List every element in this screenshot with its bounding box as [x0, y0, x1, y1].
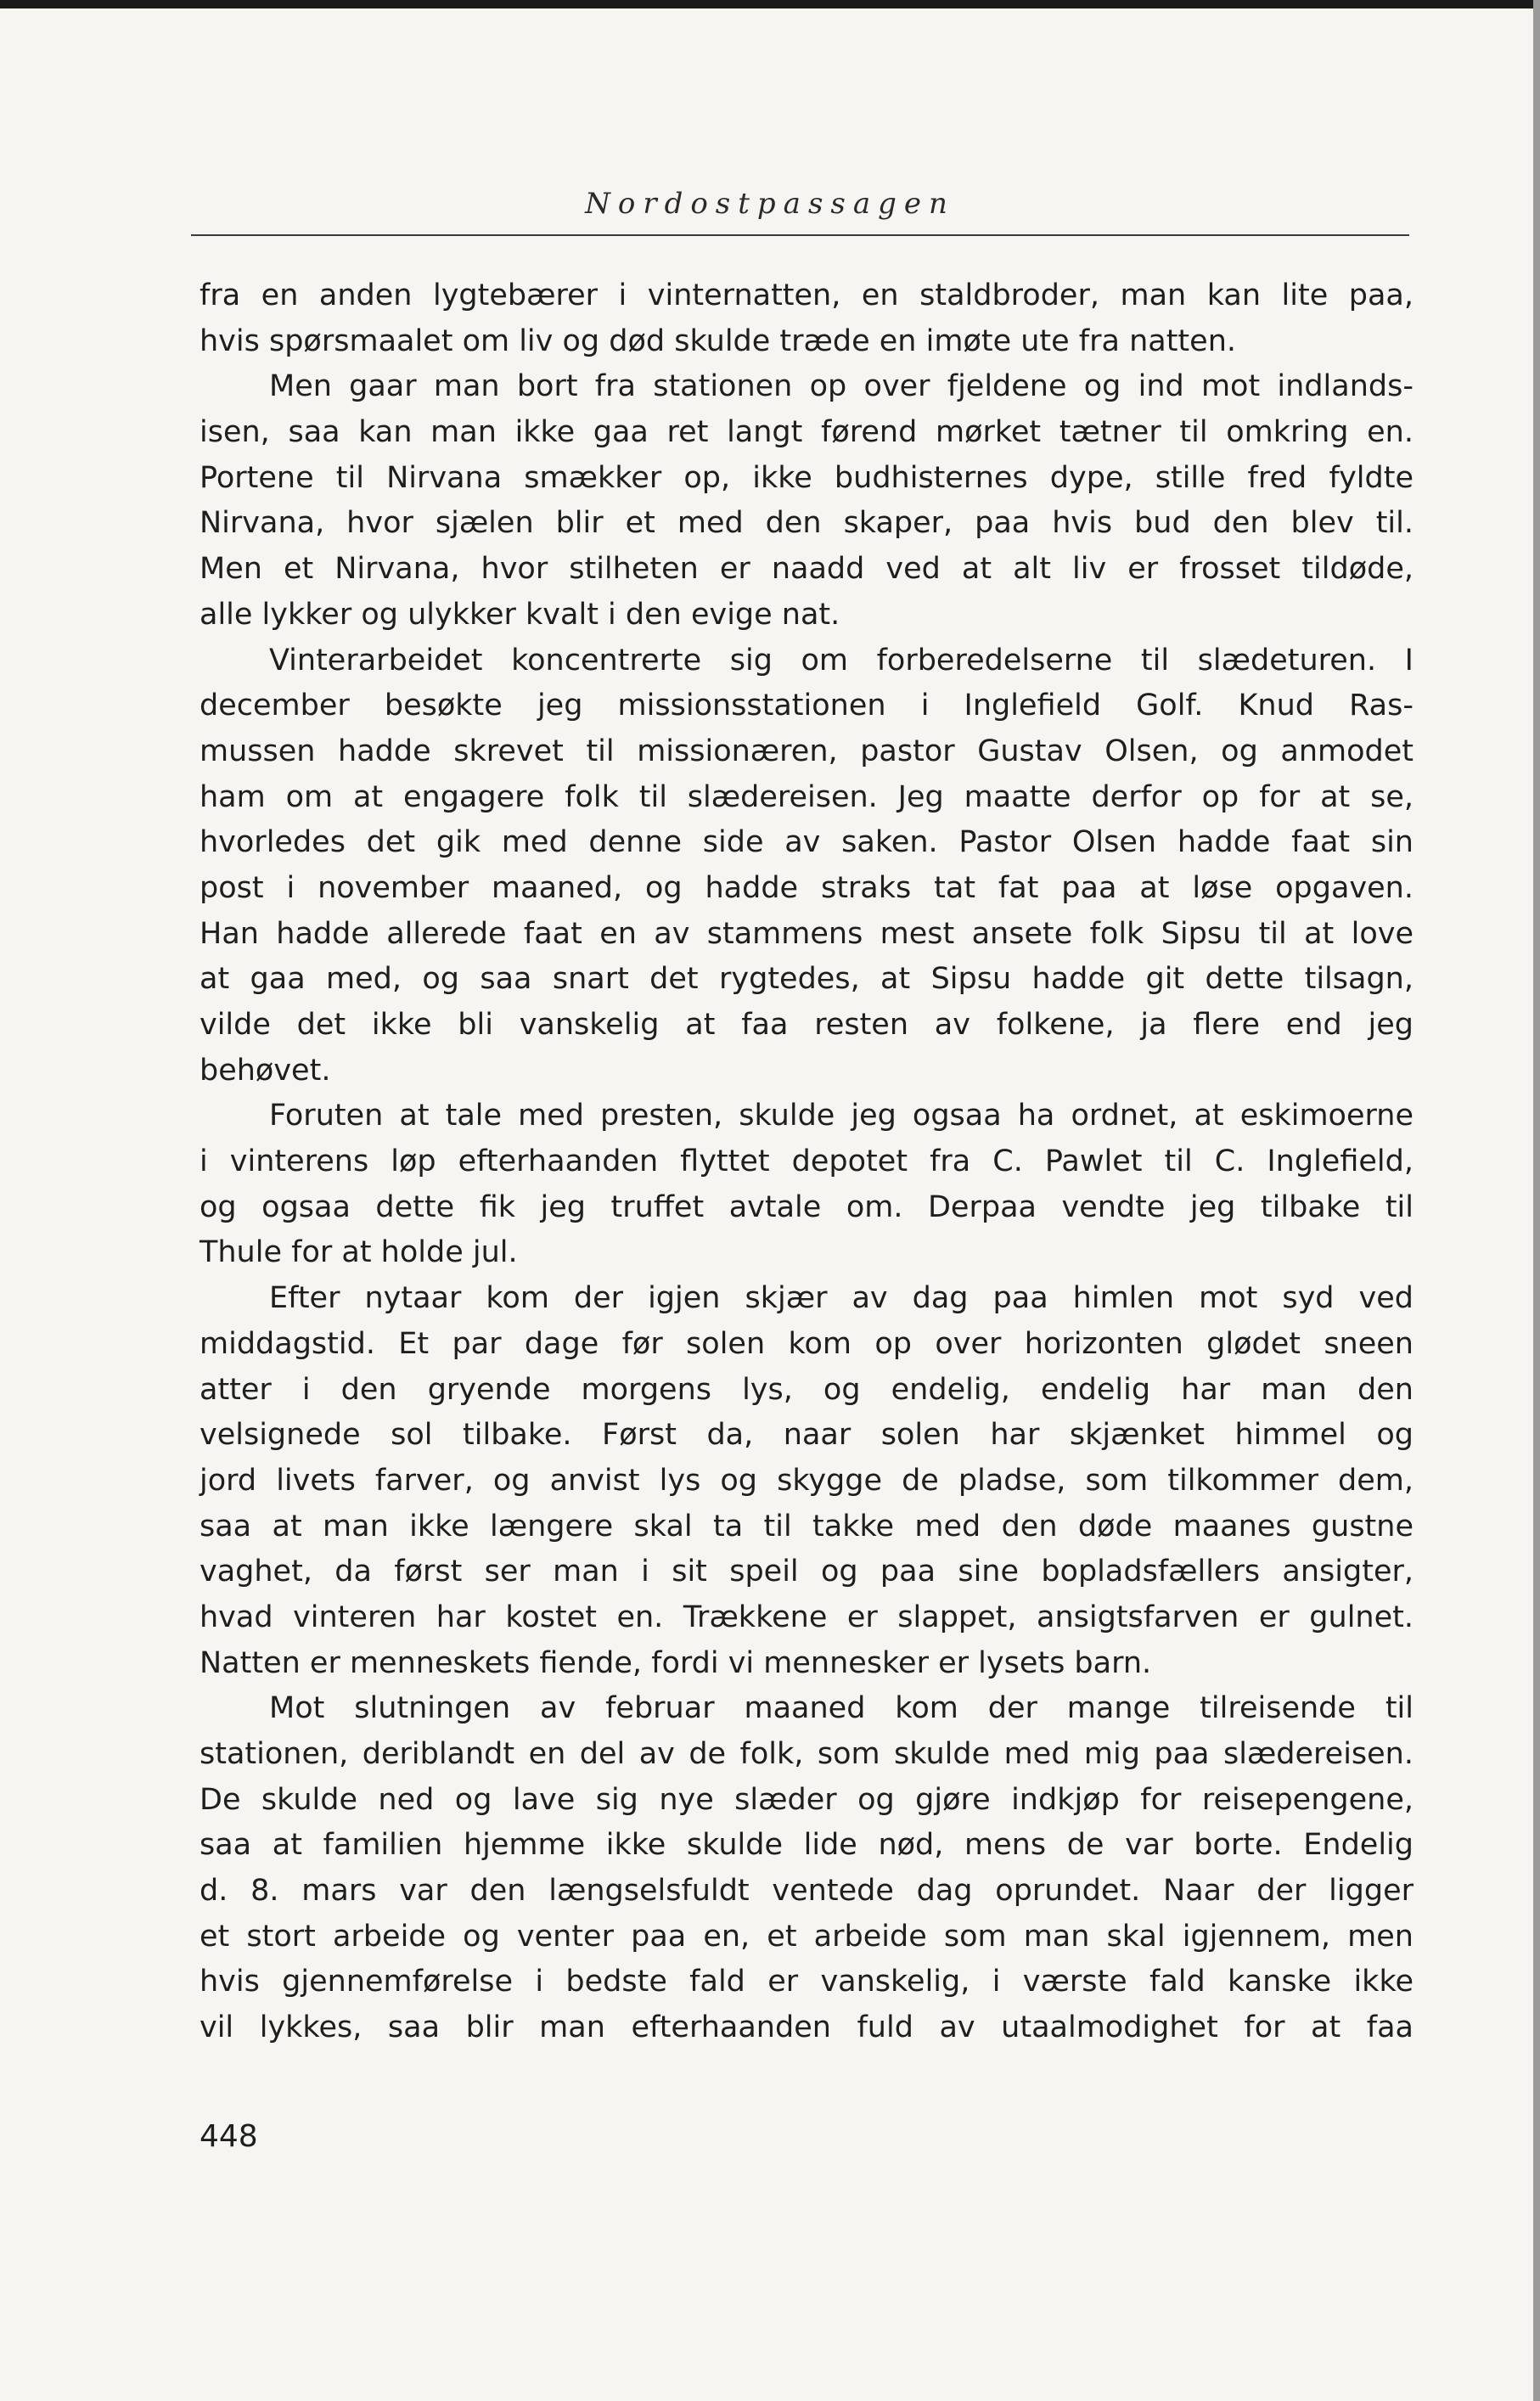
text-line: Foruten at tale med presten, skulde jeg ogsaa ha ordnet, at eskimoerne — [269, 1099, 1414, 1133]
text-line: atter i den gryende morgens lys, og endelig, endelig har man den — [200, 1372, 1414, 1407]
text-line: fra en anden lygtebærer i vinternatten, en staldbroder, man kan lite paa, — [200, 278, 1414, 312]
text-line: alle lykker og ulykker kvalt i den evige nat. — [200, 597, 840, 632]
text-line: velsignede sol tilbake. Først da, naar solen har skjænket himmel og — [200, 1418, 1414, 1453]
body-text — [200, 273, 1414, 2051]
text-line: post i november maaned, og hadde straks tat fat paa at løse opgaven. — [200, 870, 1414, 905]
text-line: mussen hadde skrevet til missionæren, pastor Gustav Olsen, og anmodet — [200, 734, 1414, 768]
scan-border-top — [0, 0, 1540, 8]
text-line: Portene til Nirvana smækker op, ikke budhisternes dype, stille fred fyldte — [200, 460, 1414, 495]
running-head: Nordostpassagen — [585, 187, 955, 221]
text-line: isen, saa kan man ikke gaa ret langt førend mørket tætner til omkring en. — [200, 415, 1414, 450]
text-line: at gaa med, og saa snart det rygtedes, at Sipsu hadde git dette tilsagn, — [200, 962, 1414, 997]
text-line: saa at man ikke længere skal ta til takke med den døde maanes gustne — [200, 1509, 1414, 1544]
text-line: Mot slutningen av februar maaned kom der mange tilreisende til — [269, 1691, 1414, 1726]
text-line: ham om at engagere folk til slædereisen. Jeg maatte derfor op for at se, — [200, 779, 1414, 814]
text-line: Vinterarbeidet koncentrerte sig om forberedelserne til slædeturen. I — [269, 643, 1414, 678]
text-line: middagstid. Et par dage før solen kom op over horizonten glødet sneen — [200, 1326, 1414, 1361]
text-line: hvis gjennemførelse i bedste fald er vanskelig, i værste fald kanske ikke — [200, 1965, 1414, 1999]
header-rule — [191, 234, 1409, 236]
text-line: jord livets farver, og anvist lys og skygge de pladse, som tilkommer dem, — [200, 1463, 1414, 1498]
text-line: og ogsaa dette fik jeg truffet avtale om. Derpaa vendte jeg tilbake til — [200, 1189, 1414, 1224]
page-number: 448 — [200, 2119, 258, 2154]
text-line: saa at familien hjemme ikke skulde lide nød, mens de var borte. Endelig — [200, 1828, 1414, 1863]
text-line: et stort arbeide og venter paa en, et arbeide som man skal igjennem, men — [200, 1919, 1414, 1954]
text-line: De skulde ned og lave sig nye slæder og gjøre indkjøp for reisepengene, — [200, 1782, 1414, 1817]
text-line: Nirvana, hvor sjælen blir et med den skaper, paa hvis bud den blev til. — [200, 506, 1414, 541]
text-line: Natten er menneskets fiende, fordi vi mennesker er lysets barn. — [200, 1645, 1152, 1680]
text-line: vaghet, da først ser man i sit speil og paa sine bopladsfællers ansigter, — [200, 1555, 1414, 1589]
text-line: stationen, deriblandt en del av de folk, som skulde med mig paa slædereisen. — [200, 1737, 1414, 1771]
scan-border-right — [1533, 0, 1540, 2401]
text-line: hvad vinteren har kostet en. Trækkene er slappet, ansigtsfarven er gulnet. — [200, 1600, 1414, 1634]
text-line: hvorledes det gik med denne side av saken. Pastor Olsen hadde faat sin — [200, 825, 1414, 860]
text-line: d. 8. mars var den længselsfuldt ventede dag oprundet. Naar der ligger — [200, 1874, 1414, 1909]
text-line: vilde det ikke bli vanskelig at faa resten av folkene, ja flere end jeg — [200, 1008, 1414, 1042]
text-line: december besøkte jeg missionsstationen i Inglefield Golf. Knud Ras- — [200, 689, 1414, 723]
text-line: Men gaar man bort fra stationen op over fjeldene og ind mot indlands- — [269, 369, 1414, 404]
text-line: Thule for at holde jul. — [200, 1235, 518, 1270]
text-line: behøvet. — [200, 1053, 331, 1088]
text-line: hvis spørsmaalet om liv og død skulde træde en imøte ute fra natten. — [200, 323, 1237, 358]
text-line: Han hadde allerede faat en av stammens mest ansete folk Sipsu til at love — [200, 916, 1414, 951]
text-line: Men et Nirvana, hvor stilheten er naadd ved at alt liv er frosset tildøde, — [200, 552, 1414, 587]
text-line: Efter nytaar kom der igjen skjær av dag paa himlen mot syd ved — [269, 1281, 1414, 1316]
text-line: vil lykkes, saa blir man efterhaanden fuld av utaalmodighet for at faa — [200, 2010, 1414, 2045]
text-line: i vinterens løp efterhaanden flyttet depotet fra C. Pawlet til C. Inglefield, — [200, 1144, 1414, 1179]
